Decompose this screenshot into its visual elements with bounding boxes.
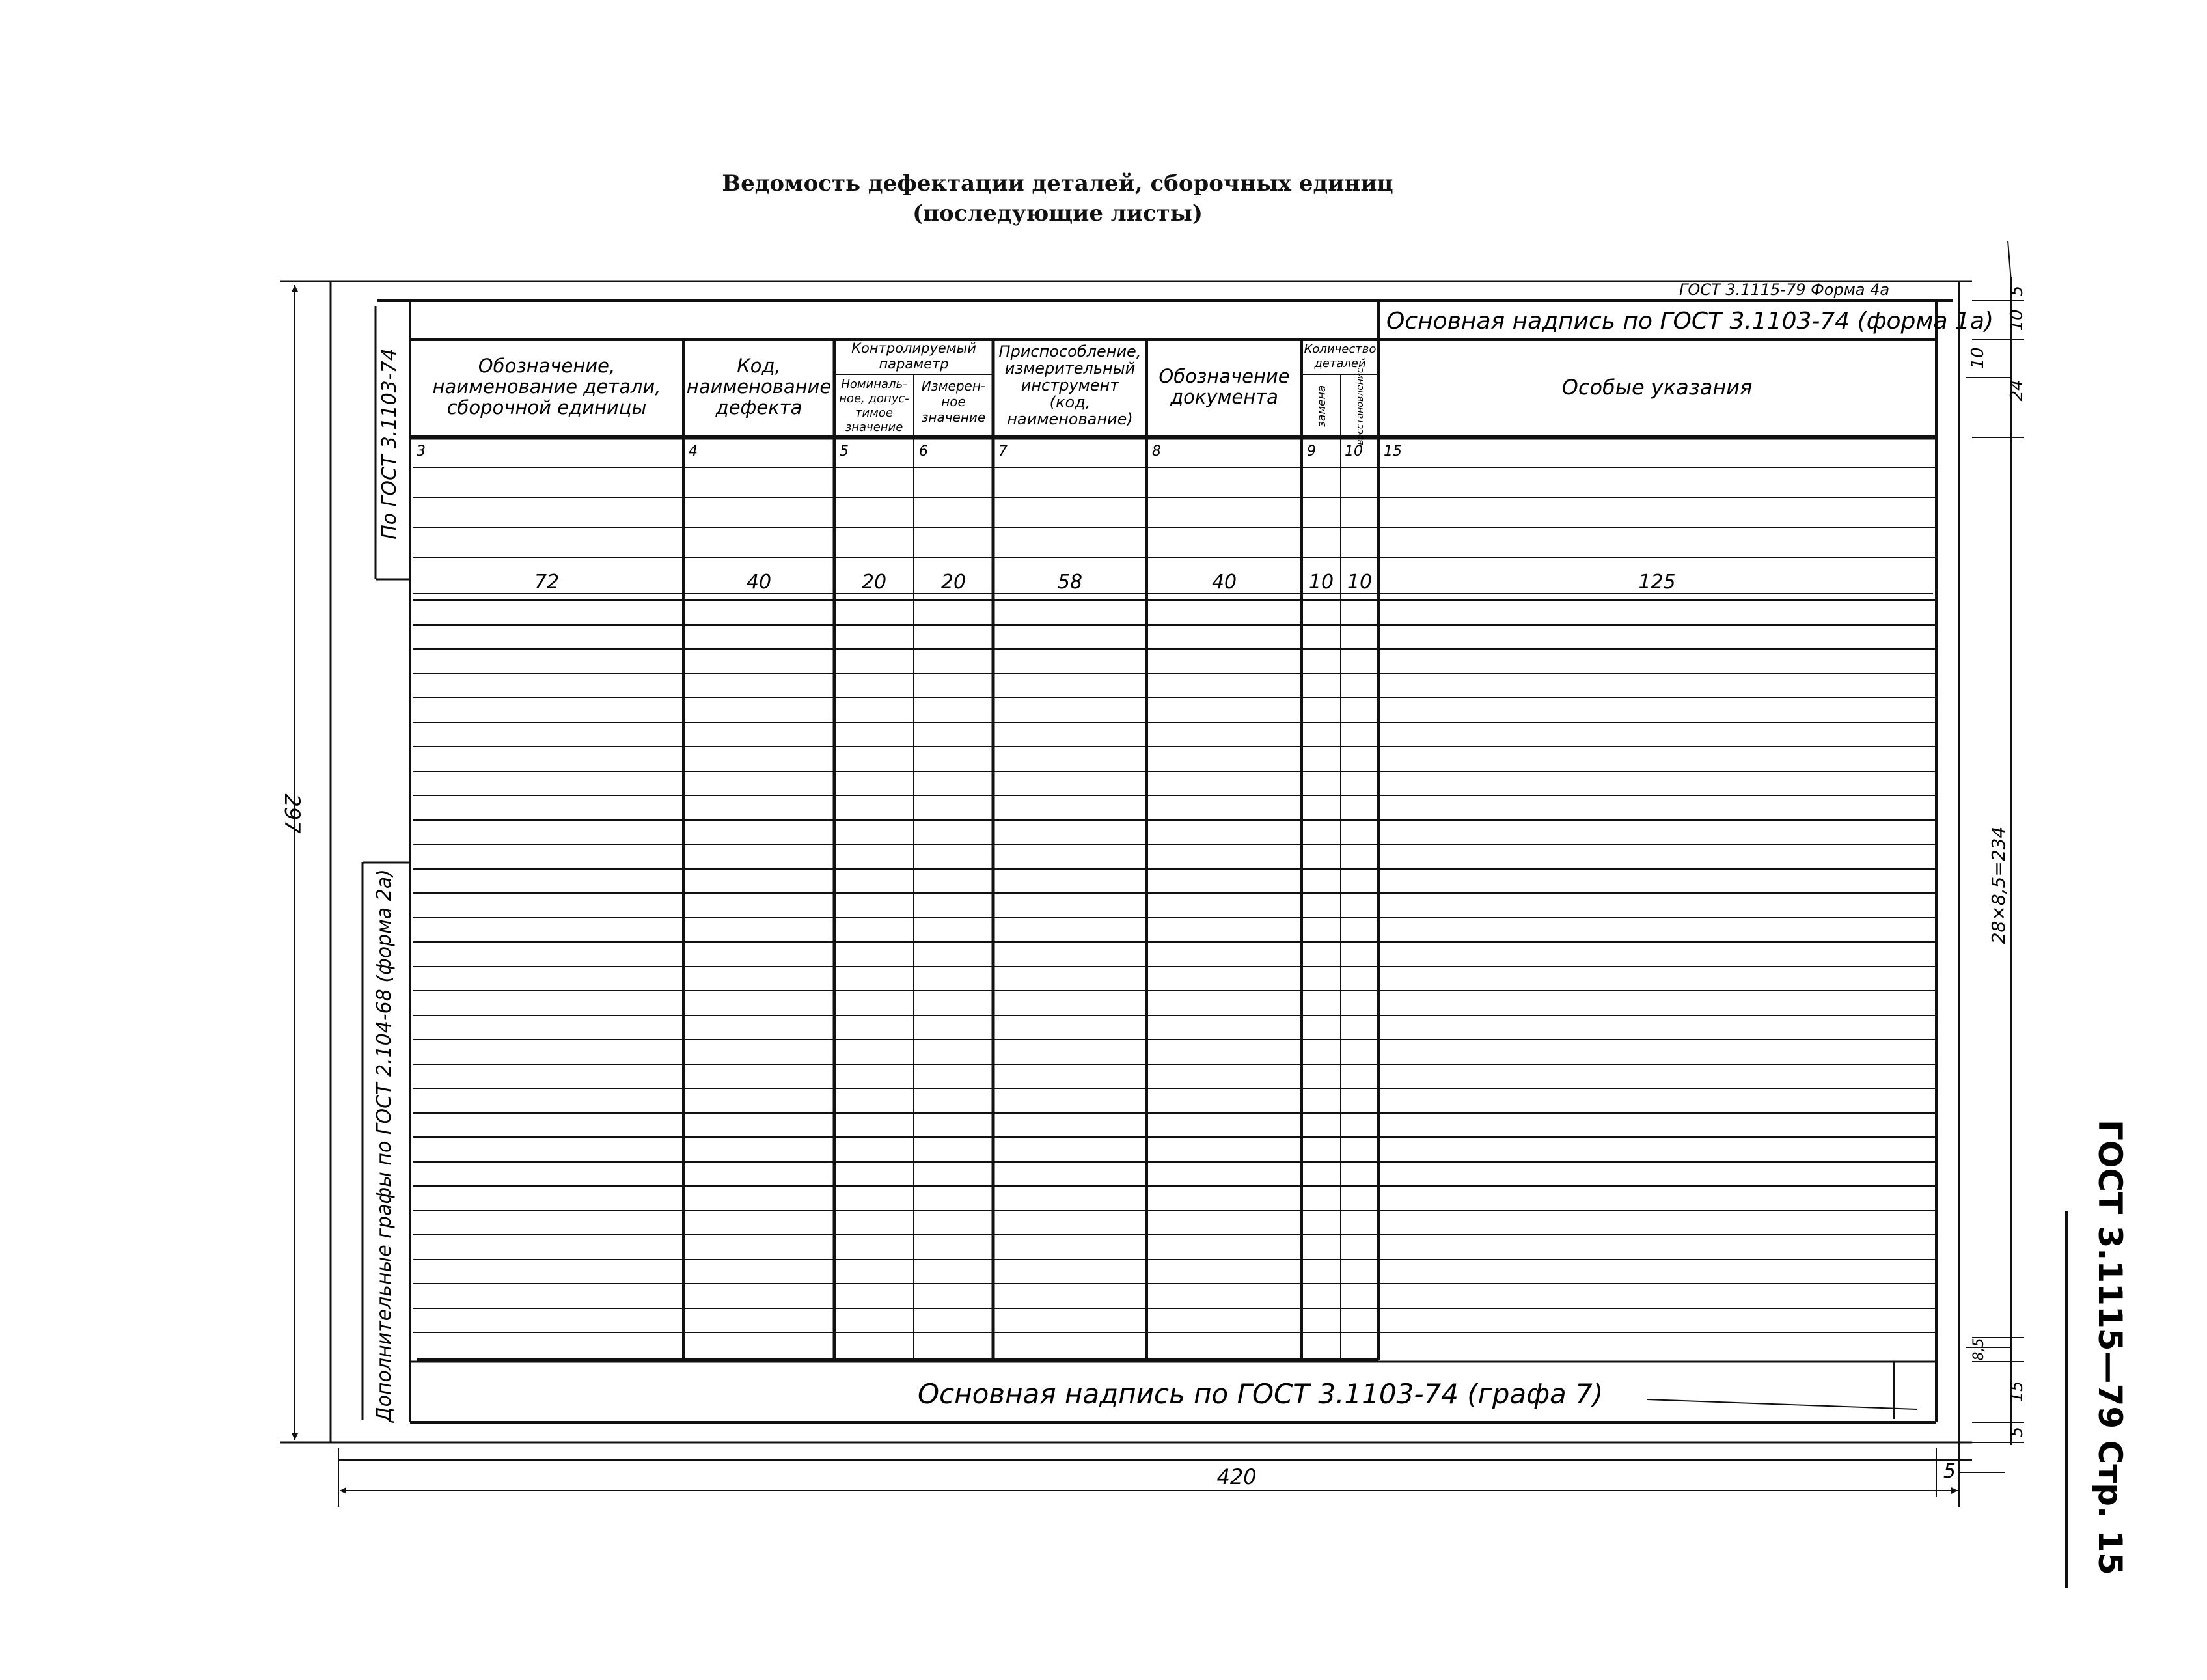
colnum-15: 15 — [1384, 443, 1402, 460]
dim-sheet-height — [280, 285, 305, 1440]
header-c5: Номиналь-ное, допус-тимое значение — [839, 378, 909, 434]
width-c4: 40 — [746, 571, 772, 594]
right-dimension-labels — [1968, 286, 2027, 1438]
dim-297: 297 — [280, 793, 305, 834]
width-c7: 58 — [1057, 571, 1083, 594]
column-numbers — [417, 443, 1402, 460]
dim-5-top: 5 — [2007, 285, 2027, 297]
colnum-10: 10 — [1345, 443, 1363, 460]
column-width-dimensions — [413, 571, 1933, 603]
colnum-4: 4 — [689, 443, 698, 460]
document-title: Ведомость дефектации деталей, сборочных единиц — [722, 171, 1393, 197]
dim-rows: 28×8,5=234 — [1988, 826, 2009, 944]
dim-420: 420 — [1216, 1465, 1257, 1489]
page-label: ГОСТ 3.1115—79 Стр. 15 — [2091, 1120, 2129, 1575]
dim-8-5: 8,5 — [1971, 1338, 1987, 1361]
header-c10: восстановление — [1355, 367, 1365, 445]
colnum-9: 9 — [1307, 443, 1316, 460]
table-grid — [410, 301, 1936, 1422]
document-subtitle: (последующие листы) — [912, 200, 1203, 227]
dim-24: 24 — [2007, 379, 2027, 402]
header-qty-group: Количество деталей — [1304, 342, 1377, 370]
width-c5: 20 — [861, 571, 887, 594]
width-c6: 20 — [940, 571, 966, 594]
side-label-top: По ГОСТ 3.1103-74 — [378, 348, 401, 540]
header-c15: Особые указания — [1561, 375, 1753, 400]
form-reference: ГОСТ 3.1115-79 Форма 4а — [1679, 281, 1890, 299]
dim-10-left: 10 — [1968, 347, 1988, 369]
stamp-top: Основная надпись по ГОСТ 3.1103-74 (форма 1а) — [1386, 308, 1994, 335]
stamp-bottom: Основная надпись по ГОСТ 3.1103-74 (графа 7) — [918, 1378, 1604, 1410]
header-c8: Обозначение документа — [1158, 365, 1290, 408]
header-param-group: Контролируемый параметр — [851, 340, 976, 372]
dim-15: 15 — [2007, 1381, 2027, 1403]
width-c15: 125 — [1638, 571, 1676, 594]
dim-5-bottom: 5 — [1943, 1460, 1956, 1483]
colnum-6: 6 — [919, 443, 928, 460]
colnum-3: 3 — [417, 443, 426, 460]
header-c4: Код, наименование дефекта — [686, 355, 832, 419]
header-c3: Обозначение, наименование детали, сборочной единицы — [432, 355, 661, 419]
header-c7: Приспособление, измерительный инструмент (код, наименование) — [998, 342, 1142, 428]
width-c3: 72 — [534, 571, 560, 594]
dim-10-right: 10 — [2007, 309, 2027, 331]
dim-5-side: 5 — [2007, 1426, 2027, 1438]
colnum-7: 7 — [998, 443, 1008, 460]
width-c8: 40 — [1211, 571, 1237, 594]
dim-sheet-width — [338, 1442, 2005, 1507]
side-label-bottom: Дополнительные графы по ГОСТ 2.104-68 (форма 2а) — [373, 869, 396, 1422]
header-c6: Измерен-ное значение — [921, 378, 986, 425]
width-c10: 10 — [1347, 571, 1373, 594]
width-c9: 10 — [1308, 571, 1334, 594]
column-headers — [433, 340, 1753, 445]
colnum-5: 5 — [840, 443, 849, 460]
table-rows — [413, 467, 1936, 1332]
header-c9: замена — [1315, 385, 1328, 428]
colnum-8: 8 — [1152, 443, 1161, 460]
